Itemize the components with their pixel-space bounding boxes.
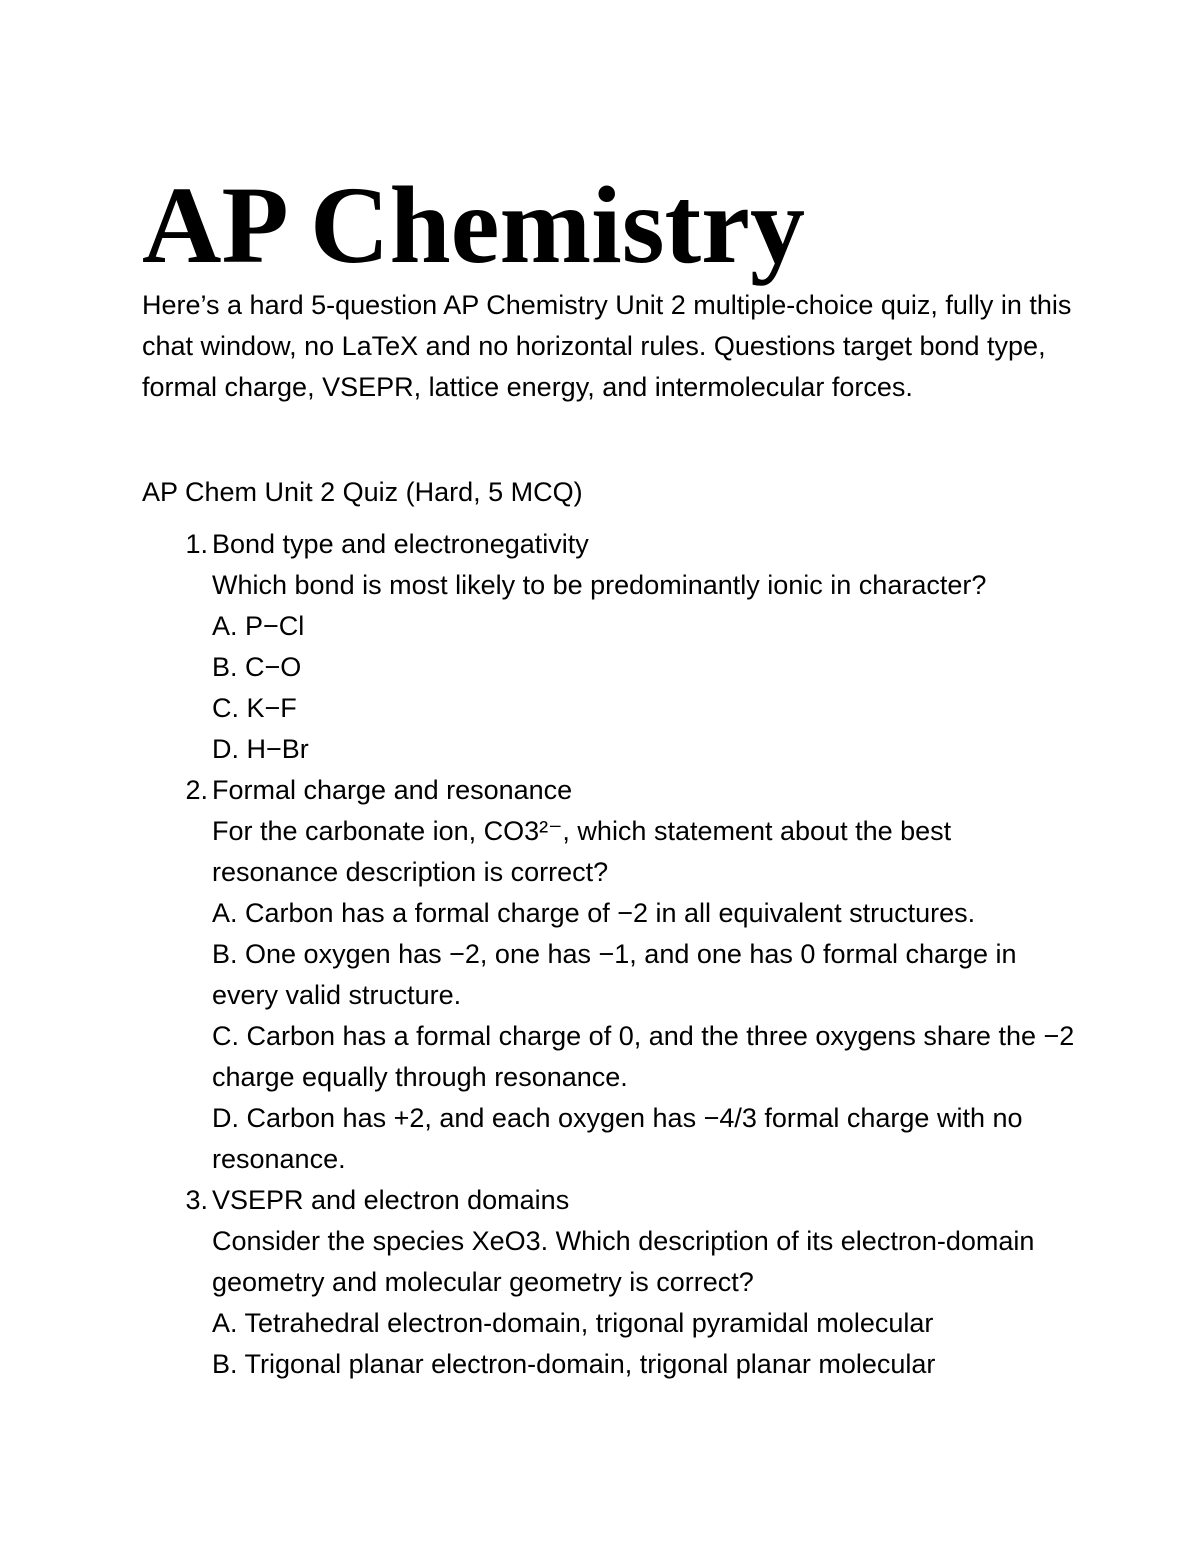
document-title: AP Chemistry xyxy=(142,164,805,286)
question-topic: VSEPR and electron domains xyxy=(212,1185,570,1215)
answer-option-a: A. Tetrahedral electron-domain, trigonal pyramidal molecular xyxy=(212,1308,934,1338)
answer-option-c: C. K−F xyxy=(212,693,297,723)
question-3 xyxy=(142,1180,1082,1385)
question-topic: Bond type and electronegativity xyxy=(212,529,589,559)
answer-option-a: A. P−Cl xyxy=(212,611,305,641)
question-number: 2. xyxy=(185,775,208,805)
question-list xyxy=(142,524,1082,1385)
question-prompt: Consider the species XeO3. Which description of its electron-domain geometry and molecular geometry is correct? xyxy=(212,1226,1035,1297)
question-1 xyxy=(142,524,1082,770)
answer-option-c: C. Carbon has a formal charge of 0, and the three oxygens share the −2 charge equally through resonance. xyxy=(212,1021,1075,1092)
answer-option-b: B. One oxygen has −2, one has −1, and one has 0 formal charge in every valid structure. xyxy=(212,939,1017,1010)
question-prompt: For the carbonate ion, CO3²⁻, which statement about the best resonance description is correct? xyxy=(212,816,952,887)
answer-option-d: D. H−Br xyxy=(212,734,309,764)
question-2 xyxy=(142,770,1082,1180)
question-prompt: Which bond is most likely to be predominantly ionic in character? xyxy=(212,570,987,600)
answer-option-b: B. C−O xyxy=(212,652,302,682)
question-number: 1. xyxy=(185,529,208,559)
quiz-heading: AP Chem Unit 2 Quiz (Hard, 5 MCQ) xyxy=(142,477,583,507)
question-topic: Formal charge and resonance xyxy=(212,775,573,805)
question-number: 3. xyxy=(185,1185,208,1215)
answer-option-b: B. Trigonal planar electron-domain, trigonal planar molecular xyxy=(212,1349,936,1379)
intro-paragraph: Here’s a hard 5-question AP Chemistry Unit 2 multiple-choice quiz, fully in this chat window, no LaTeX and no horizontal rules. Questions target bond type, formal charge, VSEPR, lattice energy, and intermolecular forces. xyxy=(142,290,1072,402)
answer-option-d: D. Carbon has +2, and each oxygen has −4/3 formal charge with no resonance. xyxy=(212,1103,1023,1174)
answer-option-a: A. Carbon has a formal charge of −2 in all equivalent structures. xyxy=(212,898,976,928)
